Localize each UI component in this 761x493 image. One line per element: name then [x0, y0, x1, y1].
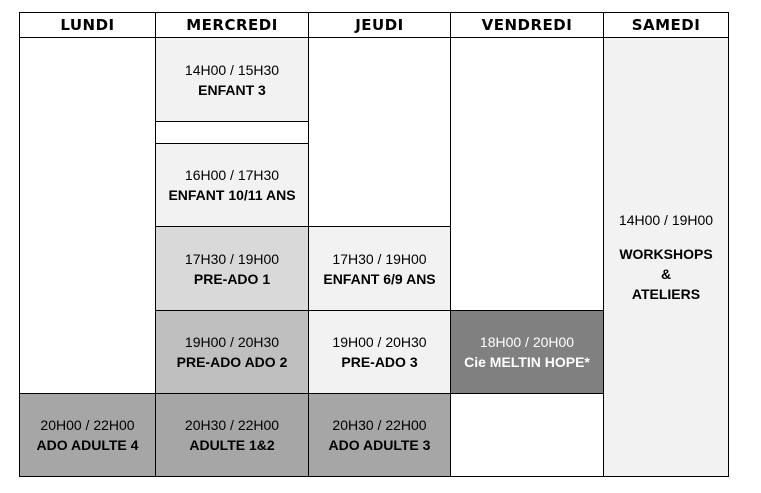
slot-time: 17H30 / 19H00	[184, 250, 280, 267]
slot-mercredi-3	[155, 226, 309, 311]
slot-time: 17H30 / 19H00	[332, 250, 427, 267]
header-mercredi: MERCREDI	[155, 12, 309, 38]
slot-time: 14H00 / 15H30	[184, 61, 280, 78]
slot-jeudi-3	[308, 393, 451, 477]
slot-mercredi-4	[155, 310, 309, 394]
slot-lundi-1	[19, 393, 156, 477]
slot-mercredi-1	[155, 37, 309, 122]
slot-jeudi-1	[308, 226, 451, 311]
slot-time: 19H00 / 20H30	[332, 334, 427, 350]
slot-jeudi-2	[308, 310, 451, 394]
slot-name-line-3: ATELIERS	[631, 286, 701, 302]
empty-cell	[450, 393, 604, 477]
slot-name: ADO ADULTE 3	[328, 437, 431, 453]
slot-time: 18H00 / 20H00	[479, 334, 575, 350]
slot-samedi-1	[603, 37, 729, 477]
slot-name: ADO ADULTE 4	[36, 437, 139, 453]
slot-name: ENFANT 6/9 ANS	[323, 270, 436, 287]
schedule-table	[19, 12, 729, 477]
slot-name: ENFANT 10/11 ANS	[168, 187, 296, 203]
empty-cell	[308, 37, 451, 227]
slot-name: ADULTE 1&2	[189, 437, 275, 453]
slot-name: PRE-ADO 1	[193, 270, 271, 287]
header-lundi: LUNDI	[19, 12, 156, 38]
slot-name: PRE-ADO 3	[341, 354, 418, 370]
header-samedi: SAMEDI	[603, 12, 729, 38]
empty-cell	[155, 121, 309, 144]
slot-name: Cie MELTIN HOPE*	[464, 354, 590, 370]
slot-vendredi-1	[450, 310, 604, 394]
slot-time: 20H30 / 22H00	[184, 417, 280, 433]
slot-time: 19H00 / 20H30	[184, 334, 280, 350]
slot-time: 20H00 / 22H00	[40, 417, 135, 433]
slot-name-line-1: WORKSHOPS	[619, 246, 713, 262]
header-jeudi: JEUDI	[308, 12, 451, 38]
slot-time: 16H00 / 17H30	[184, 167, 280, 183]
slot-mercredi-2	[155, 143, 309, 227]
slot-time: 20H30 / 22H00	[332, 417, 427, 433]
slot-mercredi-5	[155, 393, 309, 477]
slot-time: 14H00 / 19H00	[618, 212, 714, 228]
empty-cell	[450, 37, 604, 311]
slot-name: PRE-ADO ADO 2	[176, 354, 288, 370]
slot-name-line-2: &	[660, 266, 672, 282]
header-vendredi: VENDREDI	[450, 12, 604, 38]
empty-cell	[19, 37, 156, 394]
slot-name: ENFANT 3	[198, 81, 266, 98]
